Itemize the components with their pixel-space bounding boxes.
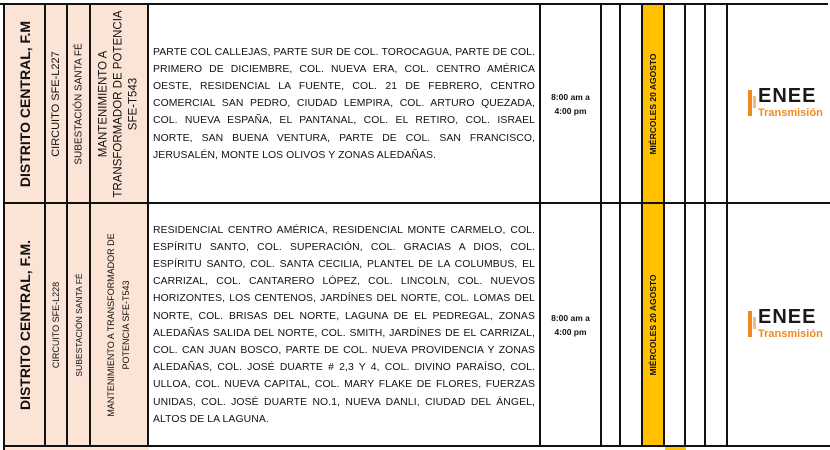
work-cell bbox=[91, 204, 149, 447]
empty-cell bbox=[621, 204, 643, 447]
areas-cell bbox=[149, 5, 541, 204]
logo-mark-accent-icon bbox=[753, 96, 756, 108]
time-range bbox=[541, 311, 600, 339]
work-line-3: SFE-T543 bbox=[127, 77, 140, 130]
work-label bbox=[97, 10, 142, 197]
circuit-label: CIRCUITO SFE-L227 bbox=[50, 50, 62, 157]
substation-cell bbox=[68, 204, 91, 447]
district-label: DISTRITO CENTRAL, F.M. bbox=[16, 239, 33, 410]
enee-logo bbox=[748, 84, 828, 120]
empty-cell bbox=[706, 204, 728, 447]
time-start: 8:00 am a bbox=[551, 91, 590, 102]
circuit-cell bbox=[46, 204, 68, 447]
circuit-label: CIRCUITO SFE-L228 bbox=[51, 281, 61, 368]
logo-mark-accent-icon bbox=[753, 317, 756, 329]
affected-areas-text: PARTE COL CALLEJAS, PARTE SUR DE COL. TOROCAGUA, PARTE DE COL. PRIMERO DE DICIEMBRE, COL. NUEVA ERA, COL. CENTRO AMÉRICA OESTE, RESIDENCIAL LA FUENTE, COL. 21 DE FEBRERO, CENTRO COMERCIAL SAN PEDRO, CIUDAD LEMPIRA, COL. ARTURO QUEZADA, COL. NUEVA ESPAÑA, EL PANTANAL, COL. EL RETIRO, COL. ISRAEL NORTE, SAN BUENA VENTURA, PARTE DE COL. SAN FRANCISCO, JERUSALÉN, MONTE LOS OLIVOS Y ZONAS ALEDAÑAS. bbox=[153, 46, 535, 161]
empty-cell bbox=[665, 204, 686, 447]
substation-label: SUBESTACIÓN SANTA FÉ bbox=[73, 272, 84, 377]
circuit-cell bbox=[46, 5, 68, 204]
empty-cell bbox=[602, 5, 621, 204]
district-label: DISTRITO CENTRAL, F.M bbox=[16, 20, 33, 187]
empty-cell bbox=[686, 5, 706, 204]
work-label bbox=[104, 233, 134, 416]
logo-subtitle: Transmisión bbox=[758, 327, 823, 340]
time-cell bbox=[541, 204, 602, 447]
empty-cell bbox=[665, 5, 686, 204]
time-cell bbox=[541, 5, 602, 204]
logo-subtitle: Transmisión bbox=[758, 106, 823, 119]
logo-mark-icon bbox=[748, 311, 752, 337]
empty-cell bbox=[602, 204, 621, 447]
time-end: 4:00 pm bbox=[554, 326, 587, 337]
empty-cell bbox=[706, 5, 728, 204]
time-start: 8:00 am a bbox=[551, 312, 590, 323]
empty-cell bbox=[686, 204, 706, 447]
substation-label: SUBESTACIÓN SANTA FÉ bbox=[73, 42, 84, 165]
work-line-1: MANTENIMIENTO A bbox=[97, 50, 110, 157]
substation-cell bbox=[68, 5, 91, 204]
empty-cell bbox=[621, 5, 643, 204]
date-label: MIÉRCOLES 20 AGOSTO bbox=[648, 273, 658, 376]
work-line-1: MANTENIMIENTO A TRANSFORMADOR DE bbox=[106, 232, 116, 417]
time-range bbox=[541, 90, 600, 118]
date-cell bbox=[643, 204, 665, 447]
affected-areas-text: RESIDENCIAL CENTRO AMÉRICA, RESIDENCIAL MONTE CARMELO, COL. ESPÍRITU SANTO, COL. SUPERACIÓN, COL. GRACIAS A DIOS, COL. ESPÍRITU SANTO, COL. SANTA CECILIA, PLANTEL DE LA COLUMBUS, EL CARRIZAL, COL. CANTARERO LÓPEZ, COL. LINCOLN, COL. NUEVOS HORIZONTES, LOS CENTENOS, JARDÍNES DEL NORTE, COL. LOMAS DEL NORTE, COL. BRISAS DEL NORTE, LAGUNA DE EL PEDREGAL, ZONAS ALEDAÑAS SALIDA DEL NORTE, COL. SMITH, JARDÍNES DE EL CARRIZAL, COL. CAN JUAN BOSCO, PARTE DE COL. NUEVA PROVIDENCIA Y ZONAS ALEDAÑAS, COL. JOSÉ DUARTE # 2,3 Y 4, COL. DIVINO PARAÍSO, COL. ULLOA, COL. NUEVA CAPITAL, COL. MARY FLAKE DE FLORES, FUERZAS UNIDAS, COL. JOSÉ DUARTE NO.1, NUEVA DANLI, CIUDAD DEL ÁNGEL, ALTOS DE LA LAGUNA. bbox=[153, 224, 535, 425]
logo-cell bbox=[728, 5, 830, 204]
district-cell bbox=[5, 204, 46, 447]
district-cell bbox=[5, 5, 46, 204]
date-cell bbox=[643, 5, 665, 204]
work-line-2: TRANSFORMADOR DE POTENCIA bbox=[112, 9, 125, 198]
areas-cell bbox=[149, 204, 541, 447]
work-cell bbox=[91, 5, 149, 204]
enee-logo bbox=[748, 305, 828, 341]
logo-brand: ENEE bbox=[758, 305, 817, 328]
time-end: 4:00 pm bbox=[554, 105, 587, 116]
logo-brand: ENEE bbox=[758, 84, 817, 107]
logo-mark-icon bbox=[748, 90, 752, 116]
work-line-2: POTENCIA SFE-T543 bbox=[121, 279, 131, 370]
logo-cell bbox=[728, 204, 830, 447]
date-label: MIÉRCOLES 20 AGOSTO bbox=[648, 52, 658, 155]
